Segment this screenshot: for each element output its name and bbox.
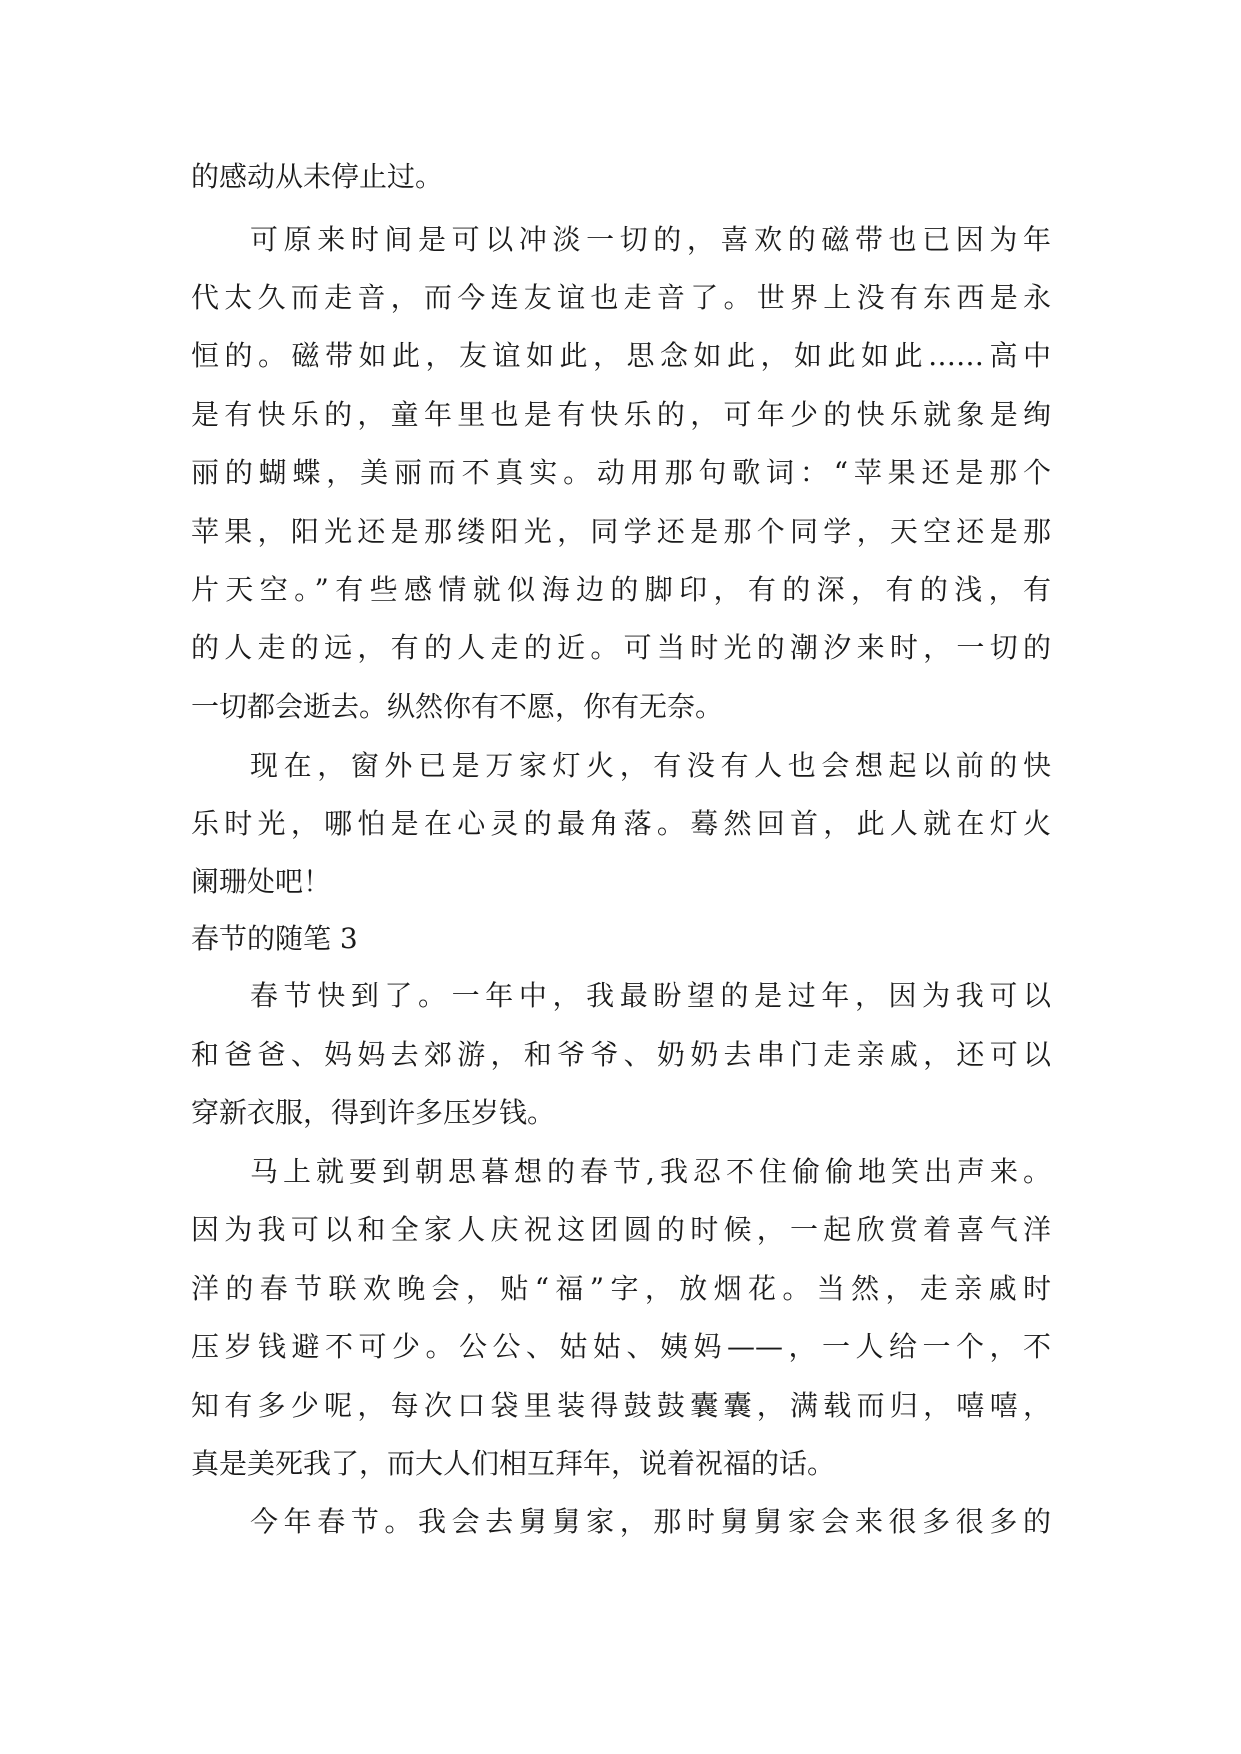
text-line: 和爸爸、妈妈去郊游，和爷爷、奶奶去串门走亲戚，还可以: [191, 1038, 1051, 1071]
text-line: 片天空。”有些感情就似海边的脚印，有的深，有的浅，有: [191, 573, 1051, 606]
text-line: 恒的。磁带如此，友谊如此，思念如此，如此如此……高中: [191, 339, 1051, 372]
text-line: 穿新衣服，得到许多压岁钱。: [191, 1096, 556, 1129]
text-line: 压岁钱避不可少。公公、姑姑、姨妈——，一人给一个，不: [191, 1330, 1051, 1363]
text-line: 代太久而走音，而今连友谊也走音了。世界上没有东西是永: [191, 281, 1051, 314]
text-line: 苹果，阳光还是那缕阳光，同学还是那个同学，天空还是那: [191, 515, 1051, 548]
text-line: 今年春节。我会去舅舅家，那时舅舅家会来很多很多的: [250, 1505, 1051, 1538]
text-line: 真是美死我了，而大人们相互拜年，说着祝福的话。: [191, 1447, 836, 1480]
text-line: 因为我可以和全家人庆祝这团圆的时候，一起欣赏着喜气洋: [191, 1213, 1051, 1246]
text-line: 的人走的远，有的人走的近。可当时光的潮汐来时，一切的: [191, 631, 1051, 664]
text-line: 丽的蝴蝶，美丽而不真实。动用那句歌词：“苹果还是那个: [191, 456, 1051, 489]
text-line: 春节快到了。一年中，我最盼望的是过年，因为我可以: [250, 979, 1051, 1012]
text-line: 阑珊处吧！: [191, 865, 332, 898]
text-line: 洋的春节联欢晚会，贴“福”字，放烟花。当然，走亲戚时: [191, 1272, 1051, 1305]
text-line: 马上就要到朝思暮想的春节,我忍不住偷偷地笑出声来。: [250, 1155, 1051, 1188]
text-line: 是有快乐的，童年里也是有快乐的，可年少的快乐就象是绚: [191, 398, 1051, 431]
text-line: 乐时光，哪怕是在心灵的最角落。蓦然回首，此人就在灯火: [191, 807, 1051, 840]
text-line: 一切都会逝去。纵然你有不愿，你有无奈。: [191, 690, 724, 723]
text-line: 知有多少呢，每次口袋里装得鼓鼓囊囊，满载而归，嘻嘻，: [191, 1389, 1051, 1422]
text-line: 的感动从未停止过。: [191, 160, 444, 193]
text-line: 现在，窗外已是万家灯火，有没有人也会想起以前的快: [250, 749, 1051, 782]
text-line: 可原来时间是可以冲淡一切的，喜欢的磁带也已因为年: [250, 223, 1051, 256]
section-heading: 春节的随笔 3: [191, 922, 358, 955]
